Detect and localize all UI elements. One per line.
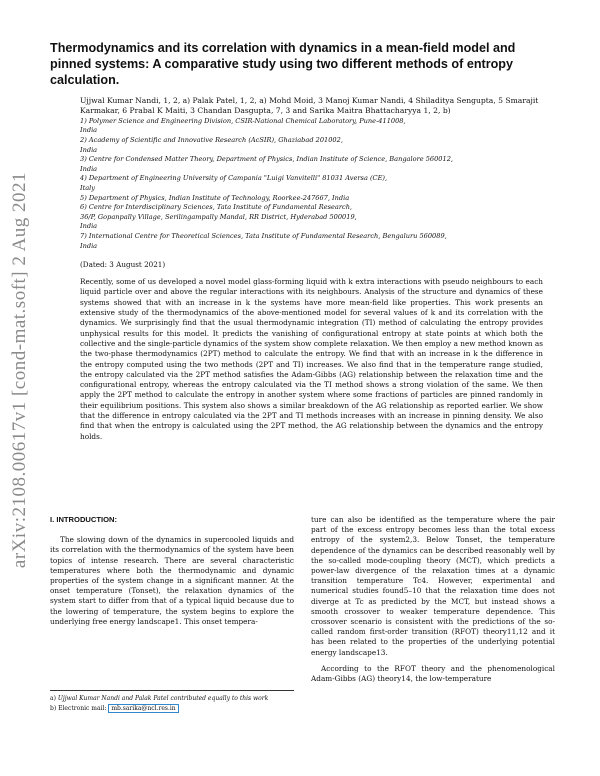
footnote-a-text: Ujjwal Kumar Nandi and Palak Patel contributed equally to this work <box>57 695 269 702</box>
affiliation-line: 4) Department of Engineering University of Campania "Luigi Vanvitelli" 81031 Aversa (CE), <box>80 174 388 183</box>
affiliation-line: India <box>80 164 98 173</box>
paper-page <box>50 40 555 712</box>
abstract: Recently, some of us developed a novel model glass-forming liquid with k extra interactions with pseudo neighbours to each liquid particle over and above the regular interactions with its neighbours. Analysis of the structure and dynamics of these systems showed that with an increase in k the systems have more mean-field like properties. This work presents an extensive study of the thermodynamics of the above-mentioned model for several values of k and its correlation with the dynamics. We surprisingly find that the usual thermodynamic integration (TI) method of calculating the entropy provides unphysical results for this model. It predicts the vanishing of configurational entropy at state points at which both the collective and the single-particle dynamics of the system show complete relaxation. We then employ a new method known as the two-phase thermodynamics (2PT) method to calculate the entropy. We find that with an increase in k the difference in the entropy computed using the two methods (2PT and TI) increases. We also find that in the temperature range studied, the entropy calculated via the 2PT method satisfies the Adam-Gibbs (AG) relationship between the relaxation time and the configurational entropy, whereas the entropy calculated via the TI method shows a strong violation of the same. We then apply the 2PT method to calculate the entropy in another system where some fractions of particles are pinned randomly in their equilibrium positions. This system also shows a similar breakdown of the AG relationship as reported earlier. We show that the difference in entropy calculated via the 2PT and TI methods increases with an increase in pinning density. We also find that when the entropy is calculated using the 2PT method, the AG relationship between the dynamics and the entropy holds. <box>80 277 543 441</box>
affiliation-line: Italy <box>80 183 96 192</box>
right-column <box>311 515 555 684</box>
affiliation-line: 36/P, Gopanpally Village, Serilingampally Mandal, RR District, Hyderabad 500019, <box>80 212 357 221</box>
arxiv-id: arXiv:2108.00617v1 [cond-mat.soft] 2 Aug 2021 <box>9 171 30 569</box>
affiliation-line: 7) International Centre for Theoretical Sciences, Tata Institute of Fundamental Research, Bengaluru 560089, <box>80 231 447 240</box>
author-list: Ujjwal Kumar Nandi, 1, 2, a) Palak Patel, 1, 2, a) Mohd Moid, 3 Manoj Kumar Nandi, 4 Shiladitya Sengupta, 5 Smarajit Karmakar, 6 Prabal K Maiti, 3 Chandan Dasgupta, 7, 3 and Sarika Maitra Bhattacharyya 1, 2, b) <box>80 96 539 116</box>
email-link[interactable]: mb.sarika@ncl.res.in <box>108 704 178 713</box>
footnote-a <box>50 695 294 703</box>
affiliation-line: 6) Centre for Interdisciplinary Sciences, Tata Institute of Fundamental Research, <box>80 203 353 212</box>
affiliation-line: India <box>80 241 98 250</box>
affiliation-line: India <box>80 126 98 135</box>
affiliation-line: India <box>80 222 98 231</box>
footnotes <box>50 690 294 715</box>
arxiv-identifier-stamp <box>6 160 34 580</box>
affiliation-line: 2) Academy of Scientific and Innovative Research (AcSIR), Ghaziabad 201002, <box>80 136 343 144</box>
intro-paragraph-left: The slowing down of the dynamics in supercooled liquids and its correlation with the thermodynamics of the system have been topics of intense research. There are several characteristic temperatures where both the thermodynamic and dynamic properties of the system change in a significant manner. At the onset temperature (Tonset), the relaxation dynamics of the system start to differ from that of a typical liquid because due to the lowering of temperature, the system begins to explore the underlying free energy landscape1. This onset tempera- <box>50 535 294 626</box>
footnote-b-label: b) <box>50 705 57 712</box>
affiliation-line: 3) Centre for Condensed Matter Theory, Department of Physics, Indian Institute of Science, Bangalore 560012, <box>80 155 453 164</box>
footnote-a-label: a) <box>50 695 56 702</box>
affiliation-line: 1) Polymer Science and Engineering Division, CSIR-National Chemical Laboratory, Pune-411008, <box>80 116 406 125</box>
intro-paragraph-right-2: According to the RFOT theory and the phenomenological Adam-Gibbs (AG) theory14, the low-temperature <box>311 663 555 684</box>
intro-paragraph-right-1: ture can also be identified as the temperature where the pair part of the excess entropy becomes less than the total excess entropy of the system2,3. Below Tonset, the temperature dependence of the dynamics can be described reasonably well by the so-called mode-coupling theory (MCT), which predicts a power-law divergence of the relaxation times at a dynamic transition temperature Tc4. However, experimental and numerical studies found5–10 that the relaxation time does not diverge at Tc as predicted by the MCT, but instead shows a smooth crossover to weaker temperature dependence. This crossover scenario is consistent with the predictions of the so-called random first-order transition (RFOT) theory11,12 and it has been related to the properties of the underlying potential energy landscape13. <box>311 515 555 657</box>
affiliation-line: India <box>80 145 98 154</box>
affiliation-list <box>50 117 555 251</box>
section-heading: I. INTRODUCTION: <box>50 515 118 524</box>
left-column <box>50 515 294 684</box>
body-columns <box>50 515 555 684</box>
footnote-b <box>50 705 294 713</box>
date-line: (Dated: 3 August 2021) <box>80 260 166 270</box>
paper-title: Thermodynamics and its correlation with dynamics in a mean-field model and pinned systems: A comparative study using two different methods of entropy calculation. <box>50 41 516 87</box>
footnote-b-prefix: Electronic mail: <box>58 705 107 712</box>
affiliation-line: 5) Department of Physics, Indian Institute of Technology, Roorkee-247667, India <box>80 193 350 202</box>
